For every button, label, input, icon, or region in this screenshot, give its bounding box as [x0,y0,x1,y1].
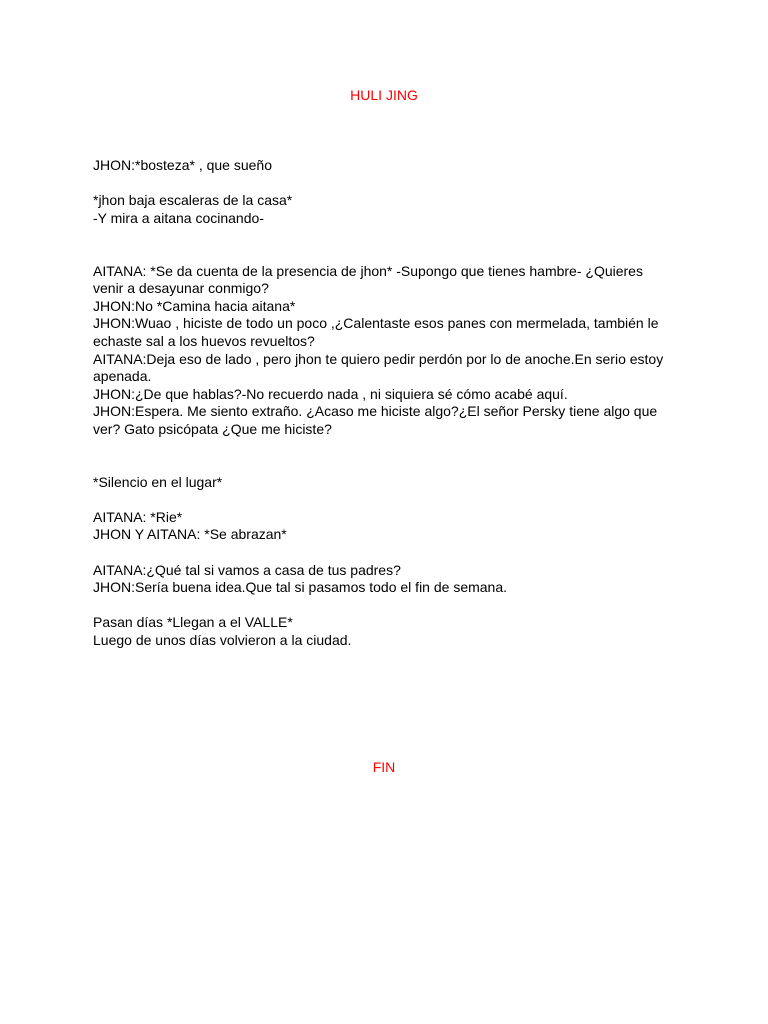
paragraph-gap [93,439,683,474]
text-line: ver? Gato psicópata ¿Que me hiciste? [93,420,332,437]
text-line: JHON:¿De que hablas?-No recuerdo nada , ni siquiera sé cómo acabé aquí. [93,385,568,402]
text-line: *jhon baja escaleras de la casa* [93,192,293,209]
text-line: JHON:Espera. Me siento extraño. ¿Acaso me hiciste algo?¿El señor Persky tiene algo que [93,403,658,420]
text-line: AITANA:¿Qué tal si vamos a casa de tus padres? [93,561,401,578]
text-line: JHON:Sería buena idea.Que tal si pasamos todo el fin de semana. [93,579,508,596]
text-line: -Y mira a aitana cocinando- [93,209,264,226]
document-body [93,157,683,650]
paragraph-gap [93,491,683,509]
text-line: AITANA: *Rie* [93,508,183,525]
text-line: JHON Y AITANA: *Se abrazan* [93,526,287,543]
paragraph-gap [93,175,683,193]
text-line: Pasan días *Llegan a el VALLE* [93,614,293,631]
text-line: JHON:No *Camina hacia aitana* [93,297,296,314]
text-line: AITANA: *Se da cuenta de la presencia de jhon* -Supongo que tienes hambre- ¿Quieres [93,262,643,279]
text-line: venir a desayunar conmigo? [93,280,269,297]
text-line: Luego de unos días volvieron a la ciudad. [93,632,352,649]
text-line: JHON:Wuao , hiciste de todo un poco ,¿Calentaste esos panes con mermelada, también le [93,315,659,332]
text-line: AITANA:Deja eso de lado , pero jhon te quiero pedir perdón por lo de anoche.En serio estoy [93,350,664,367]
paragraph-gap [93,597,683,615]
paragraph-gap [93,227,683,245]
text-line: apenada. [93,368,152,385]
text-line: JHON:*bosteza* , que sueño [93,157,272,173]
paragraph-gap [93,544,683,562]
document-title: HULI JING [350,87,418,103]
text-line: *Silencio en el lugar* [93,473,223,490]
text-line: echaste sal a los huevos revueltos? [93,332,315,349]
paragraph-gap [93,245,683,263]
document-end: FIN [372,759,396,775]
